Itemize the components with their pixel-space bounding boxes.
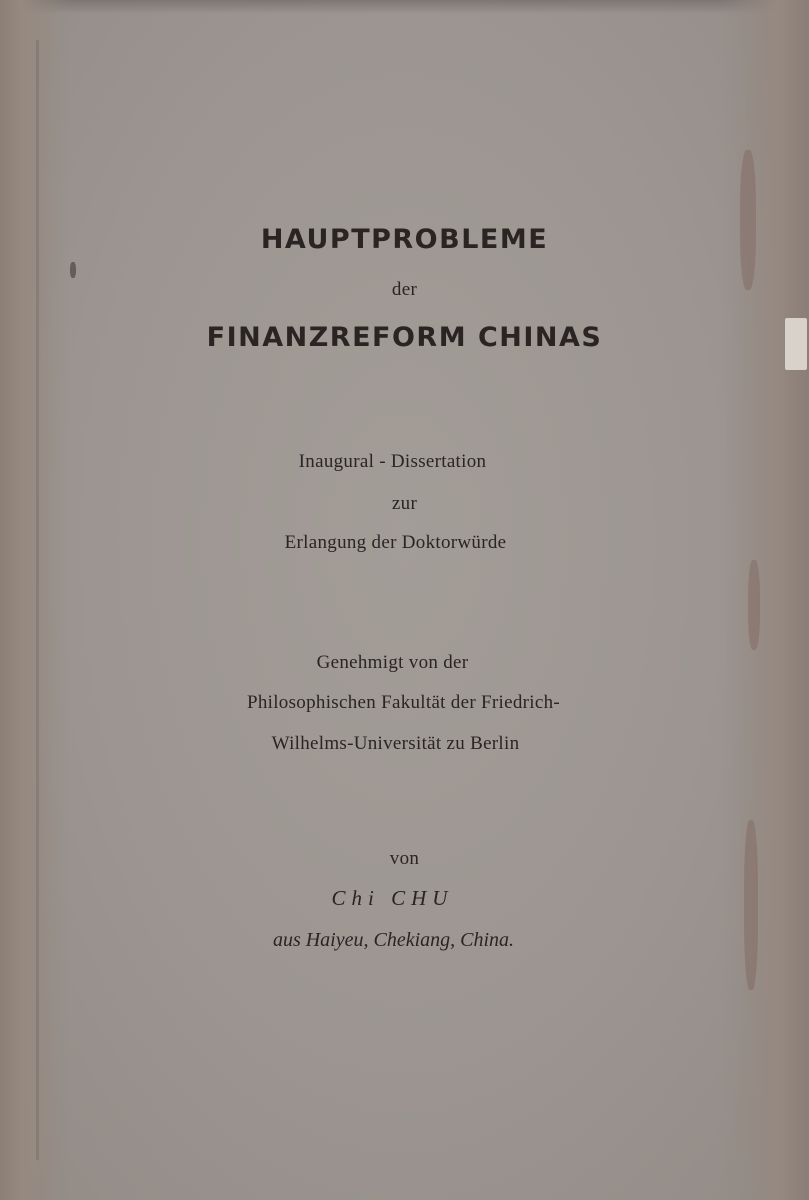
dissertation-line-1: Inaugural - Dissertation	[298, 451, 487, 472]
spine-crease	[36, 40, 39, 1160]
foxing-stain	[748, 560, 760, 650]
author-origin: aus Haiyeu, Chekiang, China.	[272, 929, 515, 951]
foxing-stain	[740, 150, 756, 290]
title-line-2: FINANZREFORM CHINAS	[206, 322, 603, 353]
dissertation-line-2: zur	[391, 493, 418, 514]
left-spine-edge	[0, 0, 70, 1200]
author-von: von	[389, 848, 420, 869]
ink-speck	[70, 262, 76, 278]
approval-line-1: Genehmigt von der	[316, 652, 469, 673]
title-line-1: HAUPTPROBLEME	[260, 224, 549, 255]
title-connector: der	[391, 279, 418, 300]
approval-line-2: Philosophischen Fakultät der Friedrich-	[246, 692, 560, 713]
right-foxed-edge	[719, 0, 809, 1200]
dissertation-line-3: Erlangung der Doktorwürde	[284, 532, 507, 553]
approval-line-3: Wilhelms-Universität zu Berlin	[271, 733, 520, 754]
top-edge	[0, 0, 809, 14]
author-name: Chi CHU	[331, 886, 454, 910]
